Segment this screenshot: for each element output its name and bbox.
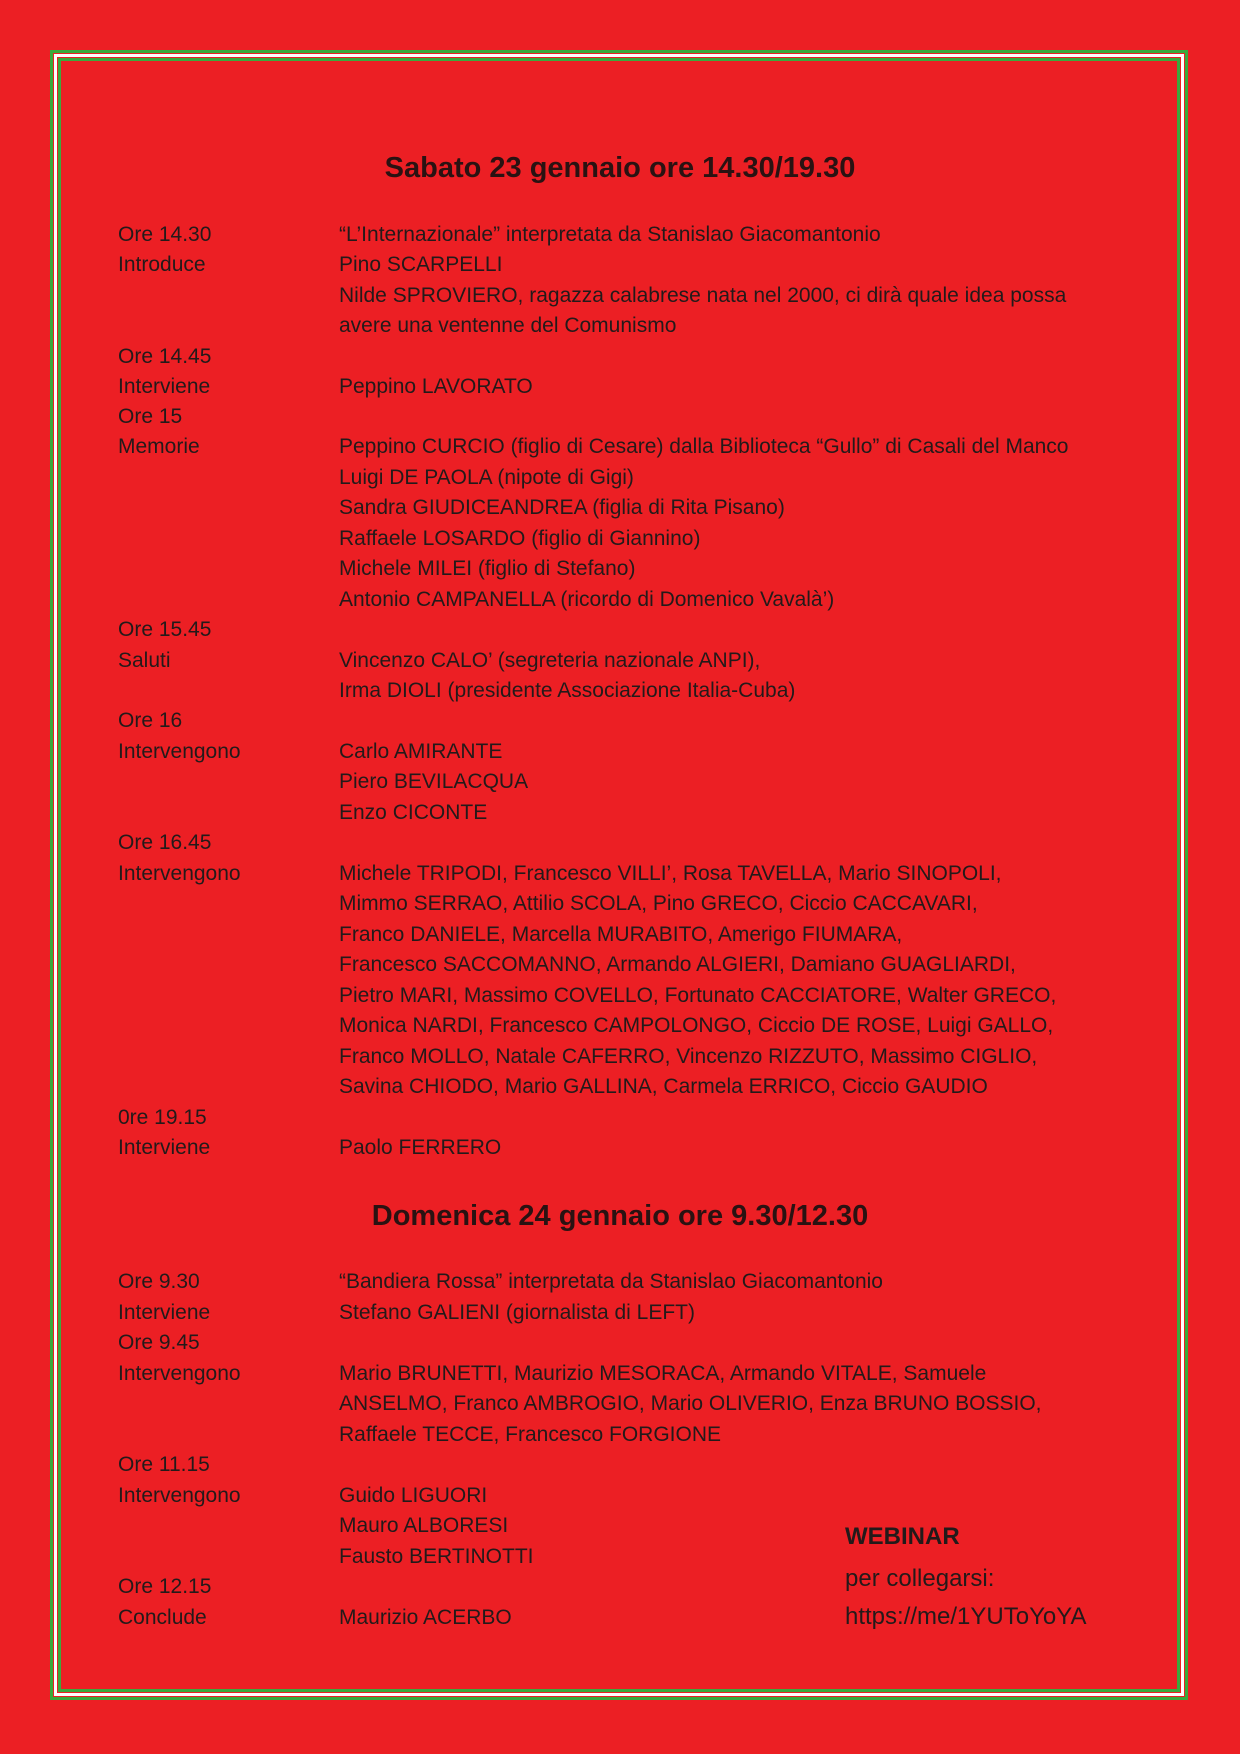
time-label: Ore 9.30 [118, 1270, 200, 1293]
program-line: Francesco SACCOMANNO, Armando ALGIERI, Damiano GUAGLIARDI, [339, 953, 1016, 976]
time-label: Ore 12.15 [118, 1575, 212, 1598]
program-line: Monica NARDI, Francesco CAMPOLONGO, Ciccio DE ROSE, Luigi GALLO, [339, 1014, 1054, 1037]
role-label: Interviene [118, 375, 211, 398]
program-line: Maurizio ACERBO [339, 1606, 512, 1629]
time-label: Ore 15.45 [118, 618, 212, 641]
program-line: Paolo FERRERO [339, 1136, 502, 1159]
program-line: Vincenzo CALO’ (segreteria nazionale ANPI), [339, 649, 761, 672]
time-label: Ore 14.45 [118, 345, 212, 368]
program-line: Stefano GALIENI (giornalista di LEFT) [339, 1301, 695, 1324]
role-label: Introduce [118, 253, 206, 276]
program-line: Michele MILEI (figlio di Stefano) [339, 557, 636, 580]
time-label: Ore 14.30 [118, 223, 212, 246]
program-line: Mario BRUNETTI, Maurizio MESORACA, Armando VITALE, Samuele [339, 1362, 987, 1385]
program-line: ANSELMO, Franco AMBROGIO, Mario OLIVERIO, Enza BRUNO BOSSIO, [339, 1392, 1042, 1415]
time-label: Ore 16 [118, 709, 183, 732]
program-line: Raffaele TECCE, Francesco FORGIONE [339, 1423, 722, 1446]
time-label: 0re 19.15 [118, 1106, 207, 1129]
day1-title: Sabato 23 gennaio ore 14.30/19.30 [384, 152, 856, 184]
webinar-title: WEBINAR [845, 1523, 960, 1550]
role-label: Intervengono [118, 1484, 241, 1507]
webinar-link[interactable]: https://me/1YUToYoYA [845, 1603, 1087, 1630]
role-label: Interviene [118, 1301, 211, 1324]
role-label: Intervengono [118, 740, 241, 763]
role-label: Saluti [118, 649, 171, 672]
role-label: Conclude [118, 1606, 207, 1629]
program-line: Peppino LAVORATO [339, 375, 533, 398]
program-line: Piero BEVILACQUA [339, 770, 529, 793]
program-line: Raffaele LOSARDO (figlio di Giannino) [339, 527, 701, 550]
program-line: Peppino CURCIO (figlio di Cesare) dalla Biblioteca “Gullo” di Casali del Manco [339, 435, 1069, 458]
role-label: Intervengono [118, 862, 241, 885]
program-line: Franco DANIELE, Marcella MURABITO, Amerigo FIUMARA, [339, 923, 903, 946]
role-label: Interviene [118, 1136, 211, 1159]
program-line: Guido LIGUORI [339, 1484, 488, 1507]
time-label: Ore 11.15 [118, 1453, 210, 1476]
role-label: Intervengono [118, 1362, 241, 1385]
program-line: Mimmo SERRAO, Attilio SCOLA, Pino GRECO, Ciccio CACCAVARI, [339, 892, 978, 915]
time-label: Ore 16.45 [118, 831, 212, 854]
role-label: Memorie [118, 435, 200, 458]
program-line: “L’Internazionale” interpretata da Stanislao Giacomantonio [339, 223, 881, 246]
day2-title: Domenica 24 gennaio ore 9.30/12.30 [371, 1200, 869, 1232]
program-line: Mauro ALBORESI [339, 1514, 509, 1537]
program-line: Irma DIOLI (presidente Associazione Italia-Cuba) [339, 679, 796, 702]
webinar-instruction: per collegarsi: [845, 1565, 995, 1592]
program-line: avere una ventenne del Comunismo [339, 314, 677, 337]
program-line: Luigi DE PAOLA (nipote di Gigi) [339, 466, 634, 489]
program-line: Michele TRIPODI, Francesco VILLI’, Rosa TAVELLA, Mario SINOPOLI, [339, 862, 1002, 885]
program-line: Savina CHIODO, Mario GALLINA, Carmela ERRICO, Ciccio GAUDIO [339, 1075, 988, 1098]
program-line: Pietro MARI, Massimo COVELLO, Fortunato CACCIATORE, Walter GRECO, [339, 984, 1057, 1007]
program-line: Sandra GIUDICEANDREA (figlia di Rita Pisano) [339, 496, 785, 519]
program-line: Nilde SPROVIERO, ragazza calabrese nata nel 2000, ci dirà quale idea possa [339, 284, 1067, 307]
program-line: Pino SCARPELLI [339, 253, 503, 276]
time-label: Ore 15 [118, 405, 183, 428]
program-line: Fausto BERTINOTTI [339, 1545, 534, 1568]
program-line: Antonio CAMPANELLA (ricordo di Domenico Vavalà’) [339, 588, 835, 611]
program-line: Enzo CICONTE [339, 801, 488, 824]
program-line: “Bandiera Rossa” interpretata da Stanislao Giacomantonio [339, 1270, 883, 1293]
time-label: Ore 9.45 [118, 1331, 200, 1354]
program-line: Franco MOLLO, Natale CAFERRO, Vincenzo RIZZUTO, Massimo CIGLIO, [339, 1045, 1038, 1068]
program-line: Carlo AMIRANTE [339, 740, 503, 763]
